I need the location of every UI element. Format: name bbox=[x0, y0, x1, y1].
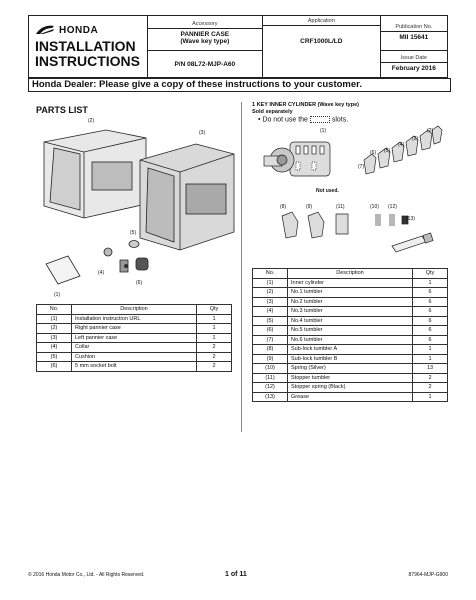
table-row: (11) Stopper tumbler 2 bbox=[253, 373, 448, 383]
key-callout-3: (3) bbox=[412, 136, 419, 142]
key-cylinder-table bbox=[252, 268, 448, 402]
key-callout-7: (7) bbox=[358, 164, 365, 170]
key-cylinder-heading: 1 KEY INNER CYLINDER (Wave key type) bbox=[252, 102, 359, 108]
application-label: Application bbox=[263, 17, 380, 26]
callout-4: (4) bbox=[98, 270, 105, 276]
table-row: (5) Cushion 2 bbox=[37, 352, 232, 362]
title-line1: INSTALLATION bbox=[35, 38, 136, 54]
table-row: (2) Right pannier case 1 bbox=[37, 324, 232, 334]
table-row: (3) Left pannier case 1 bbox=[37, 333, 232, 343]
table-row: (7) No.6 tumbler 6 bbox=[253, 335, 448, 345]
table-row: (3) No.2 tumbler 6 bbox=[253, 297, 448, 307]
table-row: (8) Sub-lock tumbler A 1 bbox=[253, 345, 448, 355]
key-callout-11: (11) bbox=[336, 204, 345, 210]
col-description: Description bbox=[72, 305, 197, 315]
table-row: (10) Spring (Silver) 13 bbox=[253, 364, 448, 374]
key-callout-12: (12) bbox=[388, 204, 397, 210]
page-number: 1 of 11 bbox=[225, 571, 247, 578]
table-row: (13) Grease 1 bbox=[253, 392, 448, 402]
publication-label: Publication No. bbox=[381, 23, 447, 32]
key-cylinder-info bbox=[252, 102, 359, 123]
key-callout-9: (9) bbox=[306, 204, 313, 210]
publication-cell bbox=[380, 16, 447, 51]
honda-logo bbox=[35, 24, 147, 36]
application-value: CRF1000L/LD bbox=[300, 37, 343, 45]
table-row: (12) Stopper spring (Black) 2 bbox=[253, 383, 448, 393]
table-row: (2) No.1 tumbler 6 bbox=[253, 288, 448, 298]
key-col-qty: Qty bbox=[413, 269, 448, 279]
honda-wing-icon bbox=[35, 24, 55, 36]
dealer-note: Honda Dealer: Please give a copy of these instructions to your customer. bbox=[28, 78, 451, 92]
key-callout-2: (2) bbox=[427, 128, 434, 134]
key-callout-8: (8) bbox=[280, 204, 287, 210]
key-callout-5: (5) bbox=[384, 148, 391, 154]
brand-name: HONDA bbox=[59, 24, 99, 36]
callout-6: (6) bbox=[136, 280, 143, 286]
header-table bbox=[28, 15, 448, 78]
table-row: (4) Collar 2 bbox=[37, 343, 232, 353]
callout-2: (2) bbox=[88, 118, 95, 124]
parts-list-table bbox=[36, 304, 232, 372]
key-callout-10: (10) bbox=[370, 204, 379, 210]
document-code: 87964-MJP-G900 bbox=[408, 572, 448, 578]
key-col-no: No. bbox=[253, 269, 288, 279]
sold-separately-note: Sold separately bbox=[252, 109, 293, 115]
table-row: (1) Installation instruction URL 1 bbox=[37, 314, 232, 324]
issue-label: Issue Date bbox=[381, 54, 447, 63]
table-row: (9) Sub-lock tumbler B 1 bbox=[253, 354, 448, 364]
part-number-cell bbox=[147, 51, 262, 78]
table-row: (6) 5 mm socket bolt 2 bbox=[37, 362, 232, 372]
issue-date: February 2016 bbox=[391, 65, 436, 73]
key-callout-13: (13) bbox=[406, 216, 415, 222]
table-row: (5) No.4 tumbler 6 bbox=[253, 316, 448, 326]
copyright-text: © 2016 Honda Motor Co., Ltd. - All Rights Reserved. bbox=[28, 572, 145, 578]
parts-list-header-row bbox=[37, 305, 232, 315]
col-no: No. bbox=[37, 305, 72, 315]
key-cylinder-illustration bbox=[252, 124, 448, 264]
not-used-label: Not used. bbox=[316, 188, 339, 194]
callout-3: (3) bbox=[199, 130, 206, 136]
key-callout-4: (4) bbox=[398, 142, 405, 148]
application-cell bbox=[262, 16, 380, 78]
column-divider bbox=[241, 102, 242, 432]
key-callout-1: (1) bbox=[320, 128, 327, 134]
part-number: P/N 08L72-MJP-A60 bbox=[174, 60, 236, 68]
document-page bbox=[28, 10, 448, 590]
table-row: (1) Inner cylinder 1 bbox=[253, 278, 448, 288]
accessory-cell bbox=[147, 16, 262, 51]
callout-1: (1) bbox=[54, 292, 61, 298]
pannier-case-illustration bbox=[36, 114, 236, 299]
key-col-description: Description bbox=[288, 269, 413, 279]
table-row: (4) No.3 tumbler 6 bbox=[253, 307, 448, 317]
callout-5: (5) bbox=[130, 230, 137, 236]
key-table-header-row bbox=[253, 269, 448, 279]
brand-cell bbox=[29, 16, 148, 78]
title-line2: INSTRUCTIONS bbox=[35, 53, 140, 69]
parts-list-title: PARTS LIST bbox=[36, 105, 88, 115]
slot-warning: • Do not use the slots. bbox=[258, 116, 349, 124]
accessory-label: Accessory bbox=[148, 20, 262, 29]
accessory-name: PANNIER CASE (Wave key type) bbox=[180, 30, 230, 45]
publication-number: MII 15641 bbox=[399, 34, 429, 42]
key-callout-6: (6) bbox=[370, 150, 377, 156]
issue-cell bbox=[380, 51, 447, 78]
table-row: (6) No.5 tumbler 6 bbox=[253, 326, 448, 336]
col-qty: Qty bbox=[197, 305, 232, 315]
